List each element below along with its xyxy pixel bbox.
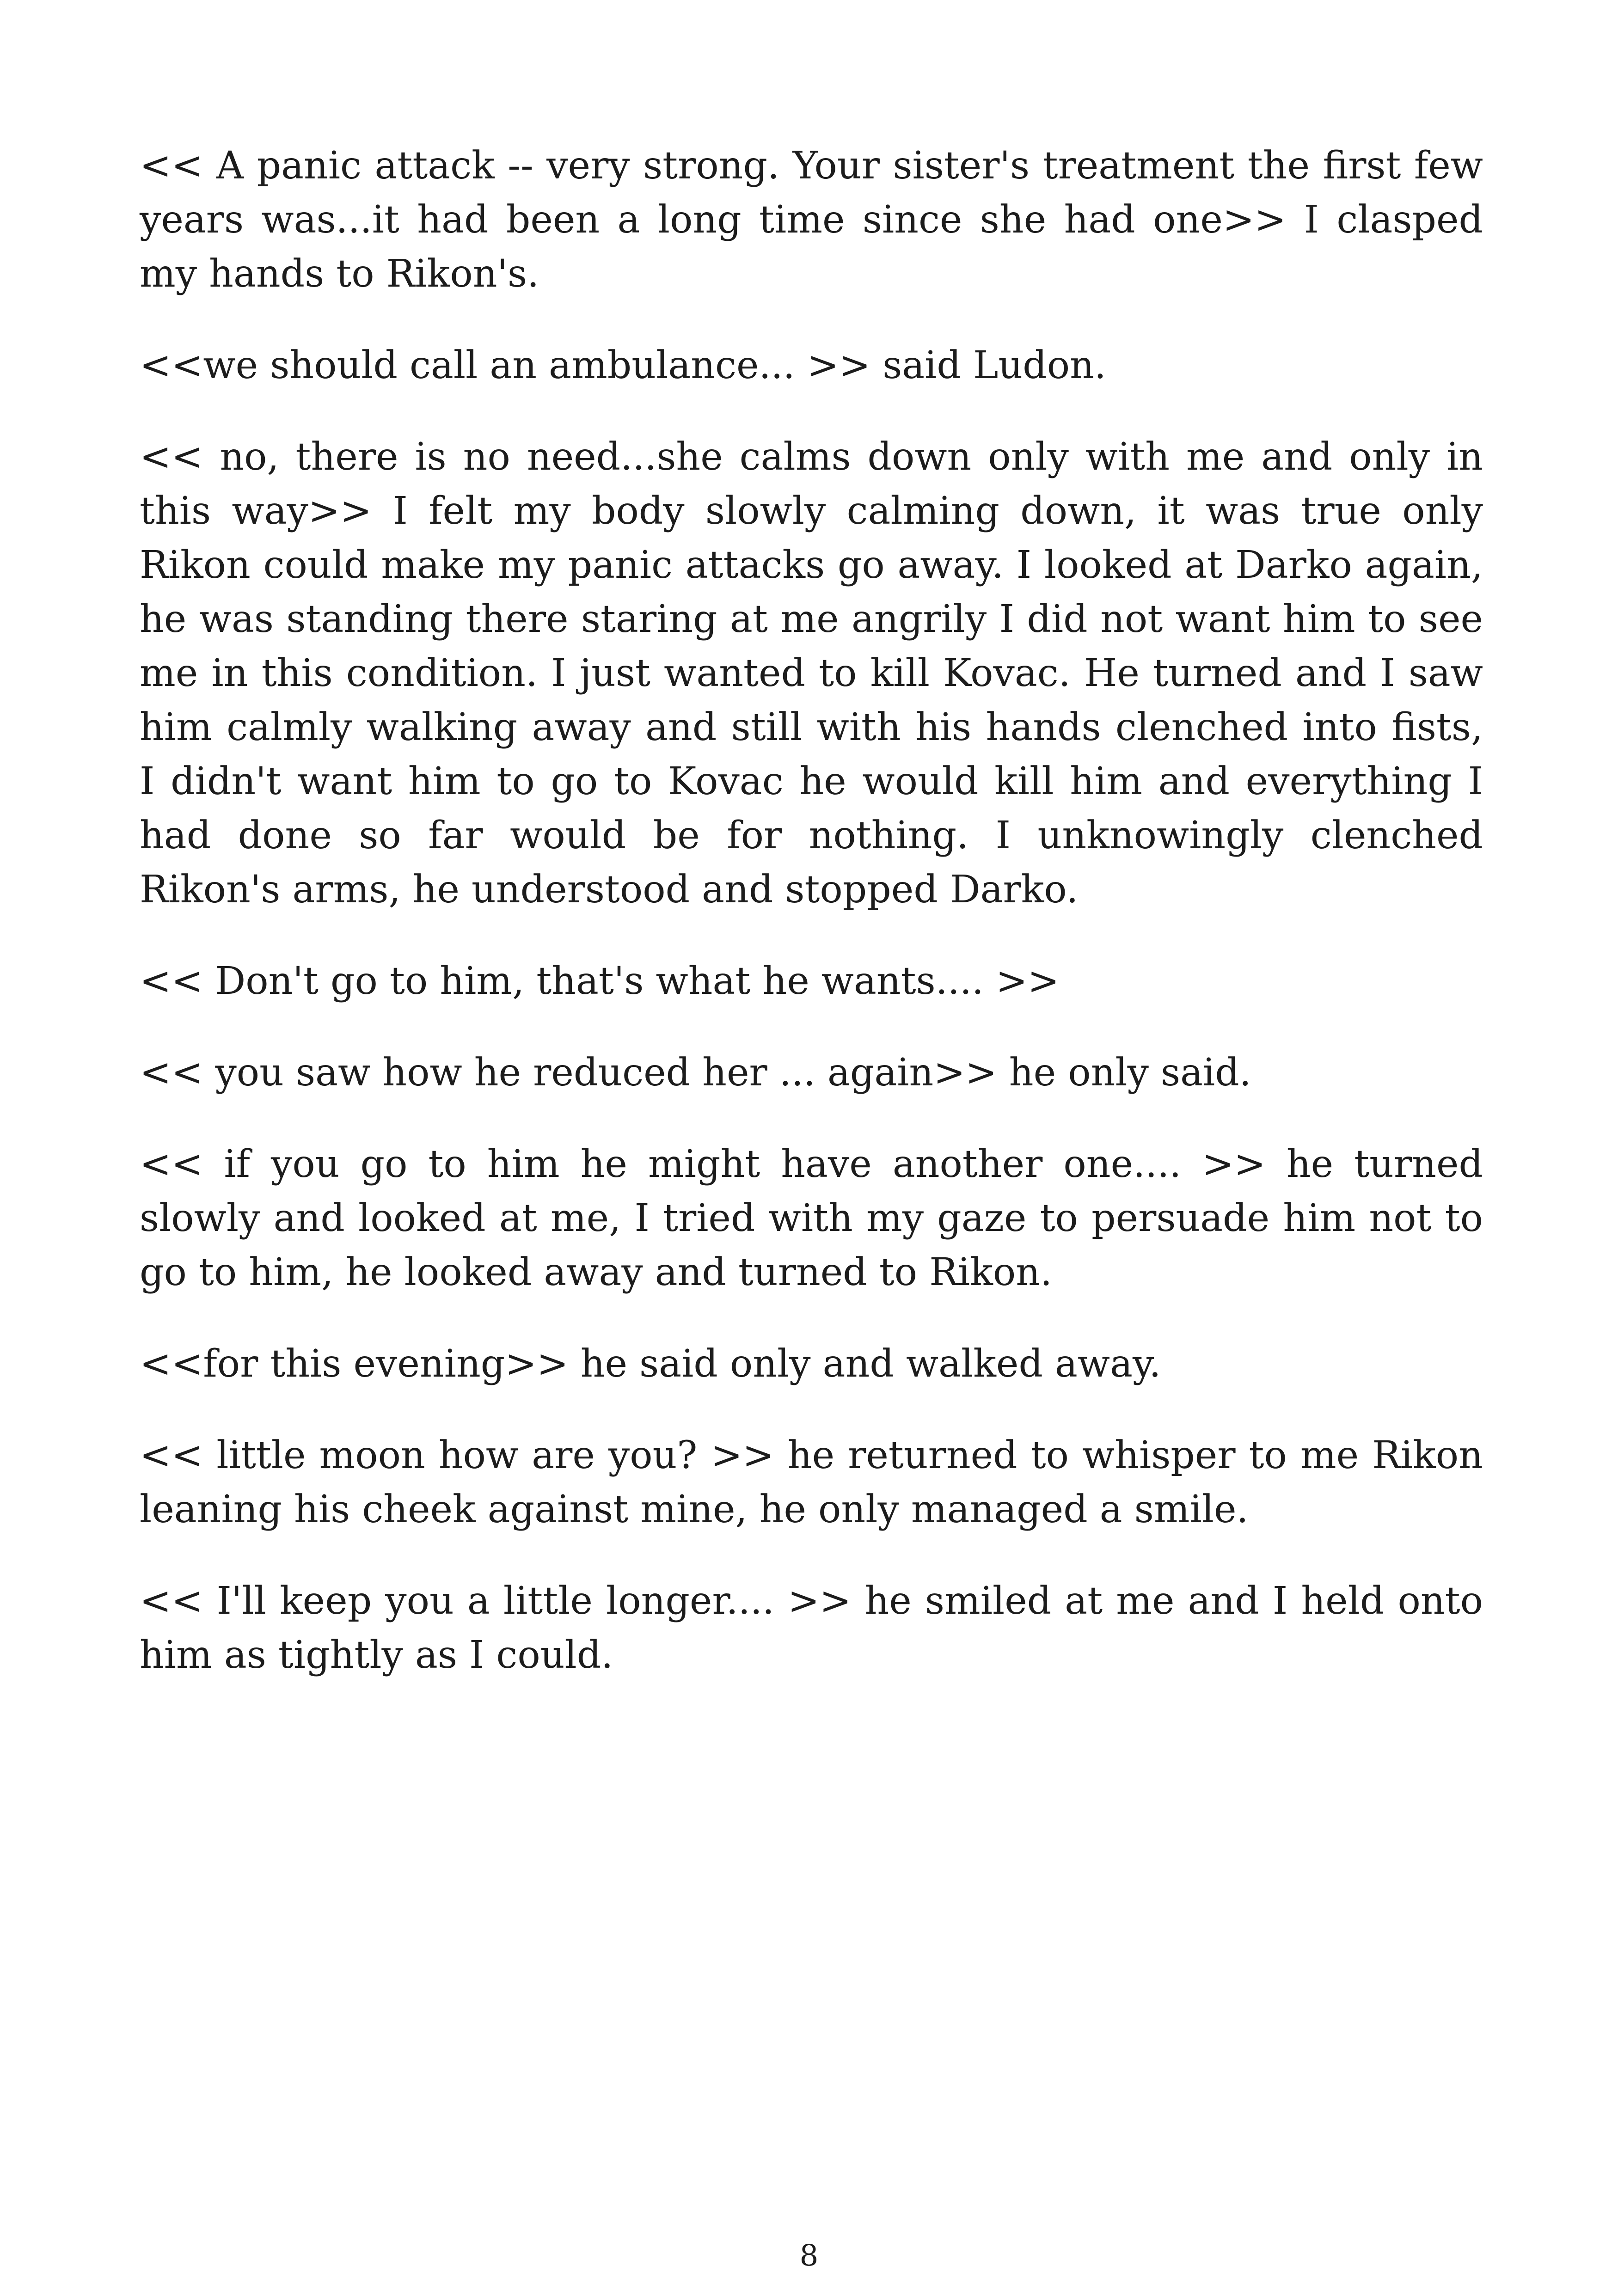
paragraph-3: << no, there is no need...she calms down only with me and only in this way>> I felt my body slowly calming down, it was true only Rikon could make my panic attacks go away. I looked at Darko again, he was standing there staring at me angrily I did not want him to see me in this condition. I just wanted to kill Kovac. He turned and I saw him calmly walking away and still with his hands clenched into fists, I didn't want him to go to Kovac he would kill him and everything I had done so far would be for nothing. I unknowingly clenched Rikon's arms, he understood and stopped Darko. (140, 435, 1483, 912)
paragraph-6: << if you go to him he might have another one.... >> he turned slowly and looked at me, I tried with my gaze to persuade him not to go to him, he looked away and turned to Rikon. (140, 1142, 1483, 1294)
paragraph-8: << little moon how are you? >> he returned to whisper to me Rikon leaning his cheek against mine, he only managed a smile. (140, 1433, 1483, 1531)
paragraph-4: << Don't go to him, that's what he wants.... >> (140, 959, 1060, 1003)
paragraph-7: <<for this evening>> he said only and walked away. (140, 1342, 1161, 1386)
paragraph-1: << A panic attack -- very strong. Your sister's treatment the first few years was...it had been a long time since she had one>> I clasped my hands to Rikon's. (140, 144, 1483, 296)
paragraph-9: << I'll keep you a little longer.... >> he smiled at me and I held onto him as tightly as I could. (140, 1579, 1483, 1677)
text-body (140, 139, 1483, 1720)
paragraph-2: <<we should call an ambulance... >> said Ludon. (140, 343, 1106, 387)
page-number: 8 (799, 2239, 819, 2273)
paragraph-5: << you saw how he reduced her ... again>> he only said. (140, 1051, 1251, 1095)
